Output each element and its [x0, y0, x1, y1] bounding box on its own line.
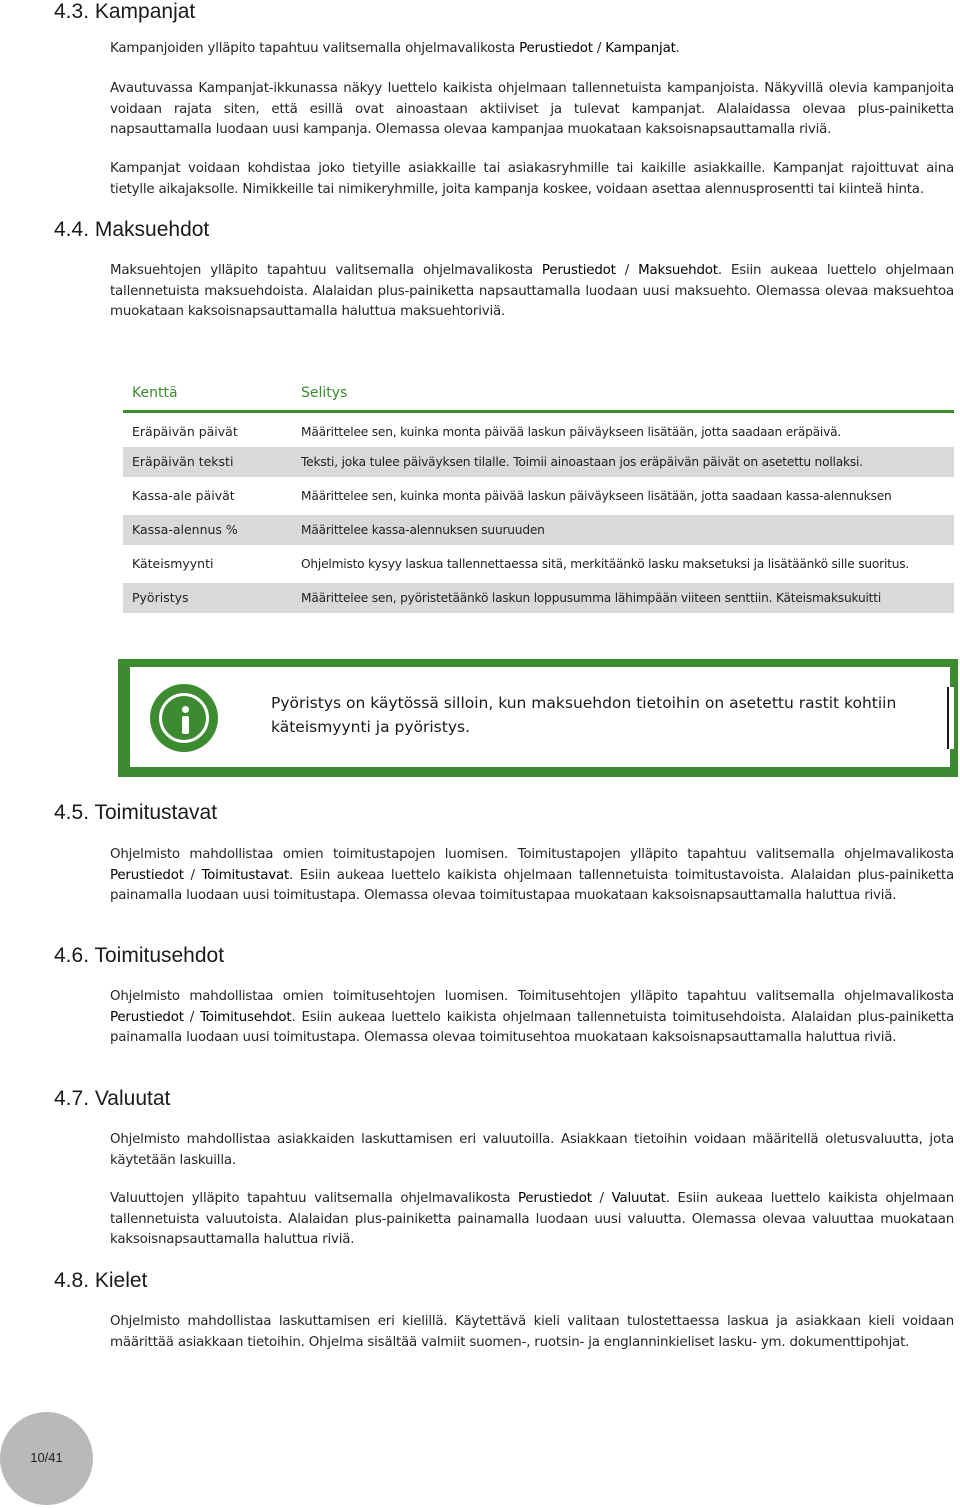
- text: Ohjelmisto mahdollistaa omien toimitusehtojen luomisen. Toimitusehtojen ylläpito tapahtuu valitsemalla ohjelmavalikosta: [110, 989, 954, 1004]
- paragraph: Kampanjat voidaan kohdistaa joko tietyille asiakkaille tai asiakasryhmille tai kaikille asiakkaille. Kampanjat rajoittuvat aina tietylle aikajaksolle. Nimikkeille tai nimikeryhmille, joita kampanja koskee, voidaan asettaa alennusprosentti tai kiinteä hinta.: [110, 161, 954, 197]
- text: . Esiin aukeaa luettelo ohjelmaan tallennetuista maksuehdoista. Alalaidan plus-painiketta napsauttamalla luodaan uusi maksuehto. Olemassa olevaa maksuehtoa muokataan kaksoisnapsauttamalla haluttua maksuehtoriviä.: [110, 263, 954, 319]
- section-title-kampanjat: 4.3. Kampanjat: [54, 0, 196, 23]
- separator: /: [183, 1009, 201, 1025]
- menu-path-perustiedot: Perustiedot: [110, 1009, 184, 1025]
- table-row: [123, 417, 954, 447]
- cell-description: Määrittelee sen, kuinka monta päivää laskun päiväykseen lisätään, jotta saadaan eräpäivä.: [301, 425, 842, 439]
- paragraph: Ohjelmisto mahdollistaa asiakkaiden laskuttamisen eri valuutoilla. Asiakkaan tietoihin voidaan määritellä oletusvaluutta, jota käytetään laskuilla.: [110, 1132, 954, 1168]
- section-title-valuutat: 4.7. Valuutat: [54, 1087, 171, 1110]
- text: . Esiin aukeaa luettelo kaikista ohjelmaan tallennetuista toimitusehdoista. Alalaidan plus-painiketta painamalla luodaan uusi toimitustapa. Olemassa olevaa toimitusehtoa muokataan kaksoisnapsauttamalla haluttua riviä.: [110, 1009, 954, 1045]
- paragraph: [110, 1189, 954, 1251]
- text: Ohjelmisto mahdollistaa omien toimitustapojen luomisen. Toimitustapojen ylläpito tapahtuu valitsemalla ohjelmavalikosta: [110, 847, 954, 862]
- section-title-kielet: 4.8. Kielet: [54, 1269, 148, 1292]
- cell-field: Käteismyynti: [132, 556, 214, 571]
- table-row: [123, 515, 954, 545]
- menu-path-perustiedot: Perustiedot: [541, 263, 616, 278]
- menu-path-kampanjat: Kampanjat: [605, 41, 676, 56]
- menu-path-maksuehdot: Maksuehdot: [638, 263, 718, 278]
- column-header-kentta: Kenttä: [132, 385, 178, 401]
- separator: /: [615, 263, 639, 278]
- cell-field: Eräpäivän päivät: [132, 424, 238, 439]
- fields-table: [123, 380, 954, 620]
- text: . Esiin aukeaa luettelo kaikista ohjelmaan tallennetuista toimitustavoista. Alalaidan plus-painiketta painamalla luodaan uusi toimitustapa. Olemassa olevaa toimitustapaa muokataan kaksoisnapsauttamalla haluttua riviä.: [110, 867, 954, 903]
- text: Valuuttojen ylläpito tapahtuu valitsemalla ohjelmavalikosta: [110, 1191, 518, 1206]
- table-row: [123, 447, 954, 477]
- paragraph: Avautuvassa Kampanjat-ikkunassa näkyy luettelo kaikista ohjelmaan tallennetuista kampanjoista. Näkyvillä olevia kampanjoita voidaan rajata siten, että esillä ovat ainoastaan aktiiviset ja tulevat kampanjat. Alalaidassa olevaa plus-painiketta napsauttamalla luodaan uusi kampanja. Olemassa olevaa kampanjaa muokataan kaksoisnapsauttamalla riviä.: [110, 81, 954, 137]
- cell-description: Määrittelee kassa-alennuksen suuruuden: [301, 523, 545, 537]
- text: Maksuehtojen ylläpito tapahtuu valitsemalla ohjelmavalikosta: [110, 263, 542, 278]
- cell-field: Eräpäivän teksti: [132, 454, 234, 469]
- paragraph: Ohjelmisto mahdollistaa laskuttamisen eri kielillä. Käytettävä kieli valitaan tulostettaessa laskua ja asiakkaan kieli voidaan määrittää asiakkaan tietoihin. Ohjelma sisältää valmiit suomen-, ruotsin- ja englanninkieliset lasku- ym. dokumenttipohjat.: [110, 1314, 954, 1350]
- section-title-maksuehdot: 4.4. Maksuehdot: [54, 218, 210, 241]
- text: . Esiin aukeaa luettelo kaikista ohjelmaan tallennetuista valuutoista. Alalaidan plus-painiketta painamalla luodaan uusi valuutta. Olemassa olevaa valuuttaa muokataan kaksoisnapsauttamalla haluttua riviä.: [110, 1191, 955, 1247]
- table-row: [123, 549, 954, 579]
- cell-description: Teksti, joka tulee päiväyksen tilalle. Toimii ainoastaan jos eräpäivän päivät on asetettu nollaksi.: [301, 455, 863, 469]
- paragraph: [110, 987, 954, 1049]
- cell-field: Kassa-alennus %: [132, 522, 238, 537]
- table-row: [123, 481, 954, 511]
- cell-field: Pyöristys: [132, 590, 189, 605]
- info-text: Pyöristys on käytössä silloin, kun maksuehdon tietoihin on asetettu rastit kohtiin käteismyynti ja pyöristys.: [271, 694, 897, 736]
- header-rule: [123, 410, 954, 413]
- menu-path-toimitustavat: Toimitustavat: [201, 867, 289, 883]
- text: Kampanjoiden ylläpito tapahtuu valitsemalla ohjelmavalikosta: [110, 41, 520, 56]
- column-header-selitys: Selitys: [301, 385, 348, 401]
- cell-description: Ohjelmisto kysyy laskua tallennettaessa sitä, merkitäänkö lasku maksetuksi ja lisätäänkö sille suoritus.: [301, 557, 910, 571]
- section-title-toimitustavat: 4.5. Toimitustavat: [54, 801, 218, 824]
- text: .: [675, 41, 680, 56]
- menu-path-perustiedot: Perustiedot: [519, 41, 593, 56]
- page-number-badge: [0, 1412, 93, 1505]
- table-row: [123, 583, 954, 613]
- cell-field: Kassa-ale päivät: [132, 488, 235, 503]
- separator: /: [183, 867, 202, 883]
- paragraph: [110, 261, 954, 323]
- info-icon: [150, 684, 218, 752]
- menu-path-perustiedot: Perustiedot: [110, 867, 184, 883]
- menu-path-perustiedot: Perustiedot: [518, 1191, 592, 1206]
- paragraph: [110, 845, 954, 907]
- menu-path-toimitusehdot: Toimitusehdot: [200, 1009, 292, 1025]
- page-number: 10/41: [30, 1450, 63, 1465]
- cell-description: Määrittelee sen, pyöristetäänkö laskun loppusumma lähimpään viiteen senttiin. Käteismaksukuitti: [301, 591, 882, 605]
- paragraph: [110, 39, 954, 60]
- cell-description: Määrittelee sen, kuinka monta päivää laskun päiväykseen lisätään, jotta saadaan kassa-alennuksen: [301, 489, 892, 503]
- separator: /: [591, 1191, 612, 1206]
- separator: /: [592, 41, 606, 56]
- section-title-toimitusehdot: 4.6. Toimitusehdot: [54, 944, 225, 967]
- menu-path-valuutat: Valuutat: [611, 1191, 666, 1206]
- info-box-edge: [947, 687, 954, 749]
